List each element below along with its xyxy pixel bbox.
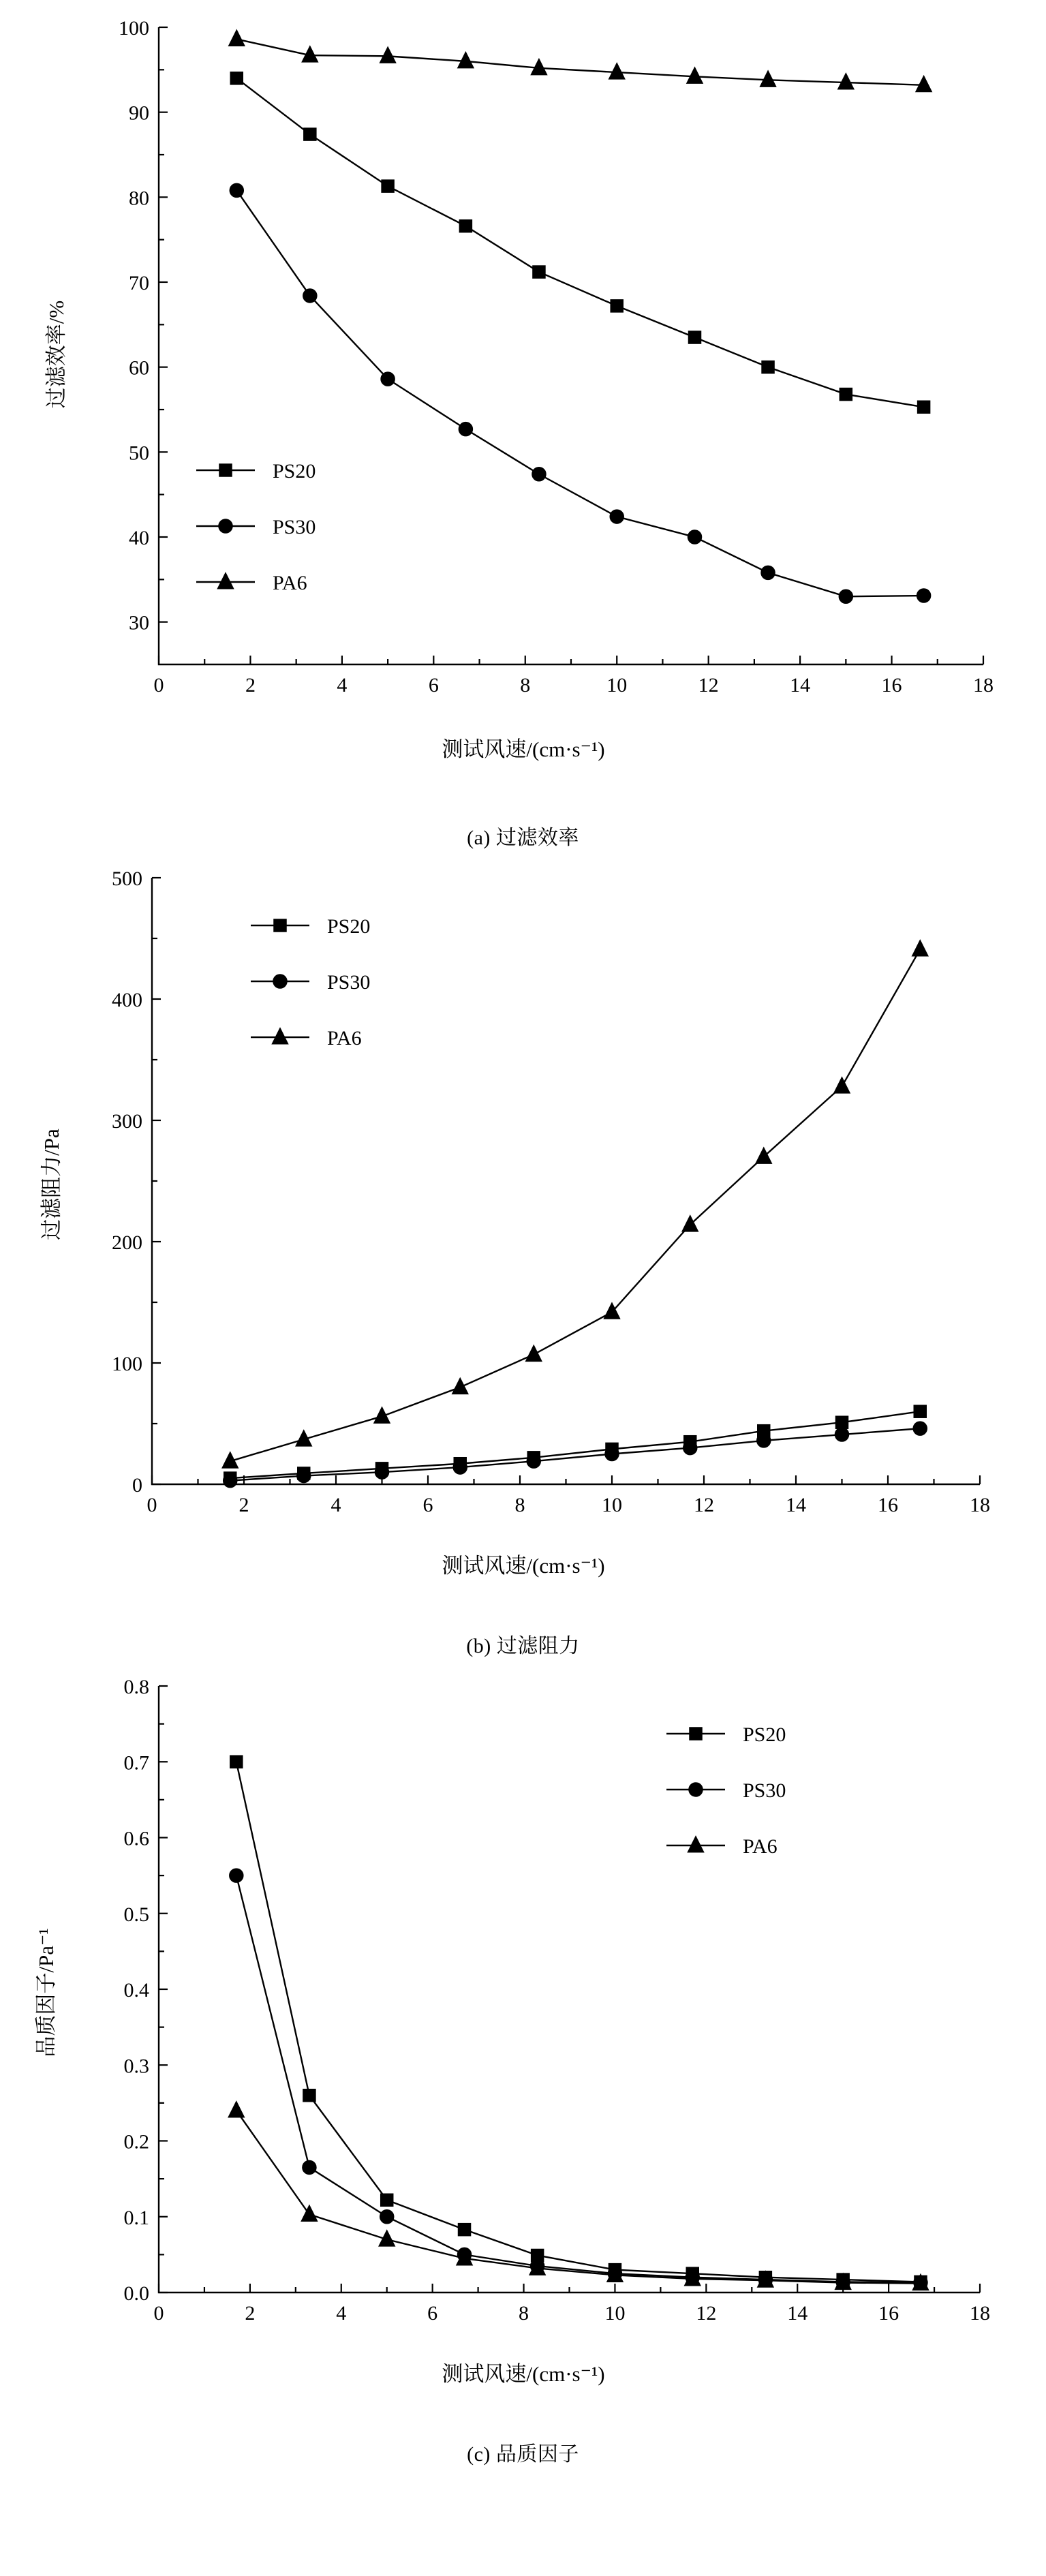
data-point-a-pa6-0 — [228, 30, 244, 46]
x-tick-label-c-7: 14 — [786, 2302, 807, 2325]
legend-label-b-ps20: PS20 — [326, 915, 370, 938]
data-point-a-ps20-9 — [917, 401, 929, 413]
caption-a: (a) 过滤效率 — [467, 827, 579, 849]
data-point-a-ps30-7 — [761, 566, 775, 579]
axis-frame-a — [159, 27, 983, 664]
legend-label-c-ps30: PS30 — [742, 1779, 786, 1802]
data-point-b-ps20-8 — [835, 1416, 848, 1428]
data-point-c-ps30-1 — [302, 2160, 316, 2174]
x-tick-label-c-2: 4 — [335, 2302, 346, 2325]
y-tick-label-c-5: 0.5 — [123, 1903, 149, 1926]
series-line-b-ps20 — [230, 1411, 920, 1478]
y-tick-label-c-1: 0.1 — [123, 2206, 149, 2229]
data-point-b-ps30-9 — [913, 1422, 927, 1435]
legend-label-c-ps20: PS20 — [742, 1723, 786, 1746]
data-point-a-pa6-8 — [837, 74, 853, 89]
data-point-a-ps30-9 — [917, 589, 930, 602]
y-tick-label-c-6: 0.6 — [123, 1827, 149, 1850]
y-tick-label-a-7: 100 — [118, 17, 149, 40]
x-tick-label-a-2: 4 — [336, 674, 347, 696]
legend-marker-c-ps30 — [689, 1783, 703, 1796]
data-point-b-ps30-7 — [756, 1434, 770, 1447]
data-point-a-ps20-6 — [688, 331, 701, 343]
x-tick-label-b-7: 14 — [785, 1494, 806, 1516]
data-point-c-ps20-1 — [303, 2089, 315, 2102]
data-point-a-pa6-6 — [687, 67, 703, 83]
data-point-b-pa6-7 — [756, 1148, 771, 1163]
panel-a — [0, 0, 1046, 850]
x-tick-label-b-5: 10 — [601, 1494, 622, 1516]
data-point-a-pa6-9 — [916, 76, 932, 92]
legend-marker-a-ps20 — [219, 464, 232, 476]
data-point-b-pa6-3 — [452, 1378, 467, 1394]
x-tick-label-b-8: 16 — [877, 1494, 898, 1516]
data-point-a-ps20-7 — [762, 361, 774, 373]
legend-marker-c-ps20 — [690, 1728, 702, 1740]
x-tick-label-a-0: 0 — [153, 674, 164, 696]
legend-marker-c-pa6 — [688, 1837, 703, 1852]
data-point-a-ps30-8 — [839, 589, 852, 603]
chart-a — [26, 0, 1021, 818]
legend-label-a-ps20: PS20 — [272, 460, 316, 482]
data-point-b-ps20-9 — [914, 1405, 926, 1417]
data-point-b-pa6-9 — [912, 940, 927, 956]
x-tick-label-c-5: 10 — [604, 2302, 625, 2325]
y-tick-label-a-6: 90 — [128, 102, 149, 125]
x-axis-title-b: 测试风速/(cm·s⁻¹) — [441, 1554, 605, 1578]
x-tick-label-b-6: 12 — [693, 1494, 714, 1516]
data-point-c-ps20-0 — [230, 1755, 242, 1768]
data-point-a-ps30-0 — [230, 183, 243, 197]
data-point-a-pa6-2 — [380, 47, 395, 63]
x-tick-label-a-4: 8 — [519, 674, 530, 696]
series-line-a-ps30 — [236, 190, 923, 596]
y-tick-label-a-0: 30 — [128, 611, 149, 634]
caption-c: (c) 品质因子 — [467, 2443, 579, 2466]
y-tick-label-b-4: 400 — [111, 989, 142, 1011]
y-tick-label-b-5: 500 — [111, 868, 142, 890]
y-tick-label-c-7: 0.7 — [123, 1751, 149, 1775]
legend-marker-a-pa6 — [217, 573, 233, 589]
data-point-a-ps20-3 — [459, 220, 472, 232]
y-tick-label-b-1: 100 — [111, 1353, 142, 1375]
data-point-b-ps30-8 — [835, 1428, 848, 1441]
data-point-a-ps30-1 — [303, 289, 316, 303]
y-axis-title-c: 品质因子/Pa⁻¹ — [33, 1928, 58, 2057]
legend-marker-b-pa6 — [272, 1028, 288, 1044]
legend-label-b-ps30: PS30 — [326, 971, 370, 994]
legend-marker-b-ps30 — [273, 975, 287, 988]
x-axis-title-c: 测试风速/(cm·s⁻¹) — [441, 2362, 605, 2386]
x-tick-label-c-0: 0 — [153, 2302, 164, 2325]
axis-frame-b — [152, 878, 980, 1484]
x-tick-label-c-3: 6 — [427, 2302, 437, 2325]
x-tick-label-a-5: 10 — [606, 674, 627, 696]
y-tick-label-c-4: 0.4 — [123, 1979, 149, 2002]
data-point-b-pa6-4 — [525, 1345, 541, 1361]
data-point-c-ps20-2 — [380, 2194, 393, 2206]
x-tick-label-c-1: 2 — [244, 2302, 255, 2325]
y-tick-label-b-3: 300 — [111, 1110, 142, 1133]
data-point-a-ps30-4 — [532, 467, 545, 481]
data-point-a-ps20-5 — [611, 300, 623, 312]
series-line-b-ps30 — [230, 1428, 920, 1481]
x-tick-label-a-1: 2 — [245, 674, 256, 696]
data-point-b-ps30-4 — [527, 1454, 540, 1468]
x-tick-label-c-6: 12 — [695, 2302, 716, 2325]
data-point-b-ps30-1 — [296, 1469, 310, 1483]
series-line-c-ps30 — [236, 1875, 920, 2282]
data-point-a-ps20-0 — [230, 72, 243, 85]
x-tick-label-a-6: 12 — [698, 674, 719, 696]
series-line-a-ps20 — [236, 78, 923, 407]
y-tick-label-b-2: 200 — [111, 1231, 142, 1254]
panel-b — [0, 850, 1046, 1659]
x-tick-label-b-4: 8 — [514, 1494, 525, 1516]
y-tick-label-c-8: 0.8 — [123, 1676, 149, 1698]
y-tick-label-a-2: 50 — [128, 442, 149, 465]
legend-label-c-pa6: PA6 — [742, 1835, 778, 1858]
series-line-b-pa6 — [230, 949, 920, 1461]
legend-label-a-pa6: PA6 — [272, 572, 307, 594]
legend-label-a-ps30: PS30 — [272, 516, 316, 538]
data-point-a-ps30-2 — [381, 372, 395, 386]
data-point-a-ps20-8 — [840, 388, 852, 401]
x-tick-label-a-7: 14 — [789, 674, 810, 696]
x-tick-label-c-9: 18 — [969, 2302, 990, 2325]
data-point-c-ps30-2 — [380, 2210, 393, 2224]
x-tick-label-b-0: 0 — [147, 1494, 157, 1516]
caption-b: (b) 过滤阻力 — [466, 1635, 580, 1657]
y-axis-title-b: 过滤阻力/Pa — [39, 1129, 63, 1240]
series-line-c-ps20 — [236, 1762, 920, 2282]
data-point-a-pa6-5 — [609, 63, 624, 79]
x-tick-label-a-9: 18 — [972, 674, 994, 696]
x-tick-label-a-3: 6 — [428, 674, 439, 696]
y-tick-label-a-5: 80 — [128, 187, 149, 210]
data-point-b-ps30-6 — [683, 1441, 696, 1455]
chart-b — [26, 850, 1021, 1627]
axis-frame-c — [159, 1686, 980, 2293]
series-line-a-pa6 — [236, 39, 923, 85]
data-point-c-ps30-0 — [229, 1869, 243, 1882]
data-point-a-ps20-4 — [532, 266, 544, 278]
chart-c — [26, 1659, 1021, 2436]
legend-marker-a-ps30 — [219, 519, 232, 533]
y-tick-label-c-3: 0.3 — [123, 2055, 149, 2078]
panel-c — [0, 1659, 1046, 2467]
data-point-a-pa6-7 — [760, 71, 775, 87]
data-point-b-ps30-3 — [453, 1460, 467, 1474]
x-tick-label-c-4: 8 — [518, 2302, 529, 2325]
data-point-b-pa6-6 — [682, 1216, 698, 1231]
data-point-b-pa6-8 — [834, 1077, 850, 1093]
legend-marker-b-ps20 — [274, 919, 286, 932]
data-point-a-ps30-3 — [459, 423, 472, 436]
x-tick-label-c-8: 16 — [878, 2302, 899, 2325]
x-tick-label-b-3: 6 — [422, 1494, 433, 1516]
data-point-c-ps20-3 — [458, 2224, 470, 2236]
legend-label-b-pa6: PA6 — [326, 1027, 362, 1049]
data-point-b-ps30-2 — [375, 1465, 388, 1479]
x-tick-label-b-9: 18 — [969, 1494, 990, 1516]
data-point-a-ps30-6 — [688, 530, 701, 544]
data-point-a-ps20-2 — [382, 180, 394, 192]
data-point-b-ps30-5 — [605, 1447, 619, 1461]
y-tick-label-b-0: 0 — [132, 1474, 142, 1497]
y-tick-label-c-0: 0.0 — [123, 2282, 149, 2305]
x-tick-label-b-1: 2 — [239, 1494, 249, 1516]
data-point-a-ps30-5 — [610, 510, 624, 523]
data-point-c-pa6-0 — [228, 2102, 244, 2117]
data-point-b-ps30-0 — [223, 1474, 236, 1488]
x-tick-label-a-8: 16 — [881, 674, 902, 696]
y-tick-label-a-3: 60 — [128, 356, 149, 380]
data-point-a-ps20-1 — [303, 128, 316, 140]
y-tick-label-a-1: 40 — [128, 527, 149, 549]
y-axis-title-a: 过滤效率/% — [44, 300, 68, 409]
y-tick-label-a-4: 70 — [128, 272, 149, 294]
x-tick-label-b-2: 4 — [330, 1494, 341, 1516]
y-tick-label-c-2: 0.2 — [123, 2130, 149, 2153]
x-axis-title-a: 测试风速/(cm·s⁻¹) — [441, 737, 605, 761]
